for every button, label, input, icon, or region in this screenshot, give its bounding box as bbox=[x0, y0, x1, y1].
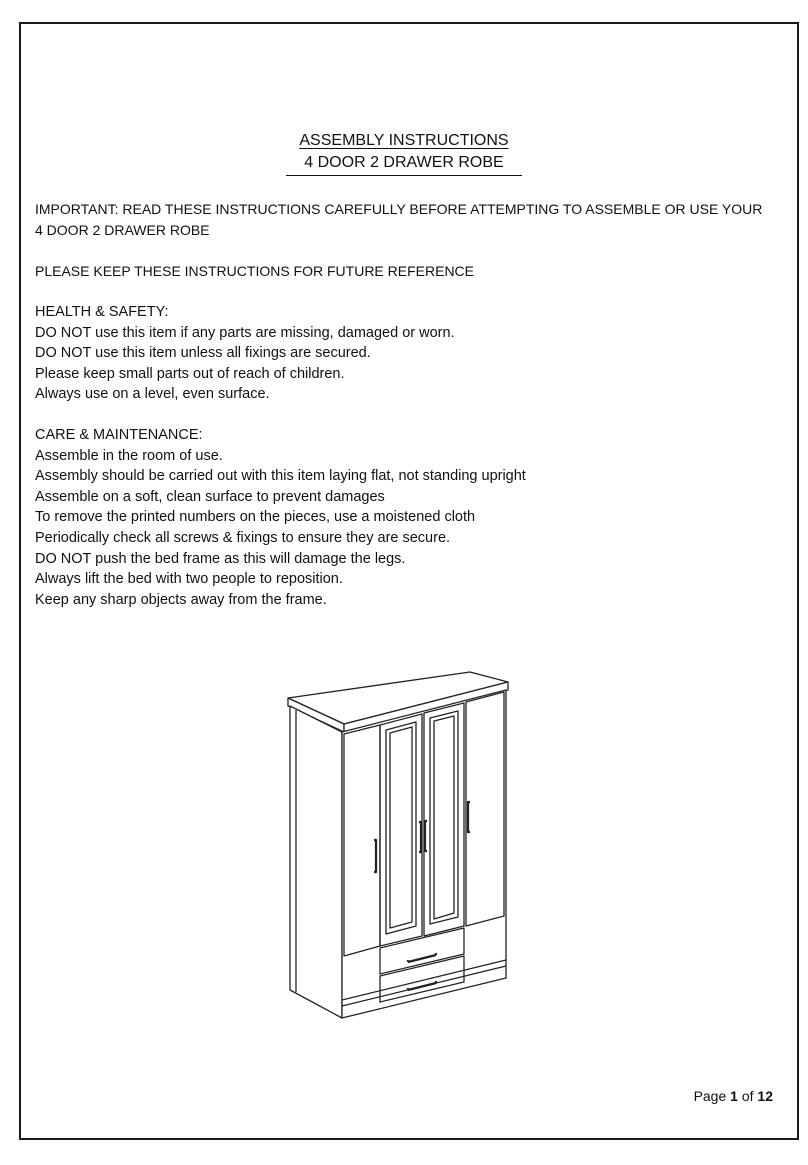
document-title: ASSEMBLY INSTRUCTIONS bbox=[299, 132, 509, 149]
health-safety-line: Please keep small parts out of reach of children. bbox=[35, 365, 345, 382]
care-maintenance-line: Assemble in the room of use. bbox=[35, 447, 223, 464]
page-label: Page bbox=[693, 1088, 727, 1104]
instructions-body bbox=[35, 199, 765, 610]
health-safety-section bbox=[35, 302, 765, 405]
care-maintenance-line: DO NOT push the bed frame as this will damage the legs. bbox=[35, 550, 406, 567]
document-subtitle: 4 DOOR 2 DRAWER ROBE bbox=[286, 152, 521, 176]
care-maintenance-line: Periodically check all screws & fixings to ensure they are secure. bbox=[35, 529, 451, 546]
care-maintenance-line: Always lift the bed with two people to reposition. bbox=[35, 571, 343, 588]
keep-notice: PLEASE KEEP THESE INSTRUCTIONS FOR FUTURE REFERENCE bbox=[35, 263, 475, 279]
care-maintenance-heading: CARE & MAINTENANCE: bbox=[35, 426, 203, 443]
care-maintenance-line: Assembly should be carried out with this item laying flat, not standing upright bbox=[35, 468, 526, 485]
current-page: 1 bbox=[730, 1088, 738, 1104]
title-block bbox=[0, 130, 808, 176]
care-maintenance-section bbox=[35, 425, 765, 610]
care-maintenance-line: Keep any sharp objects away from the frame. bbox=[35, 591, 327, 608]
important-notice: IMPORTANT: READ THESE INSTRUCTIONS CAREFULLY BEFORE ATTEMPTING TO ASSEMBLE OR USE YOUR 4 DOOR 2 DRAWER ROBE bbox=[35, 201, 763, 238]
page-number bbox=[694, 1088, 773, 1104]
wardrobe-illustration bbox=[270, 640, 540, 1030]
care-maintenance-line: To remove the printed numbers on the pieces, use a moistened cloth bbox=[35, 509, 476, 526]
health-safety-line: DO NOT use this item unless all fixings are secured. bbox=[35, 345, 371, 362]
care-maintenance-line: Assemble on a soft, clean surface to prevent damages bbox=[35, 488, 385, 505]
health-safety-line: DO NOT use this item if any parts are missing, damaged or worn. bbox=[35, 324, 455, 341]
health-safety-line: Always use on a level, even surface. bbox=[35, 386, 270, 403]
total-pages: 12 bbox=[757, 1088, 773, 1104]
of-label: of bbox=[741, 1088, 754, 1104]
health-safety-heading: HEALTH & SAFETY: bbox=[35, 304, 169, 320]
